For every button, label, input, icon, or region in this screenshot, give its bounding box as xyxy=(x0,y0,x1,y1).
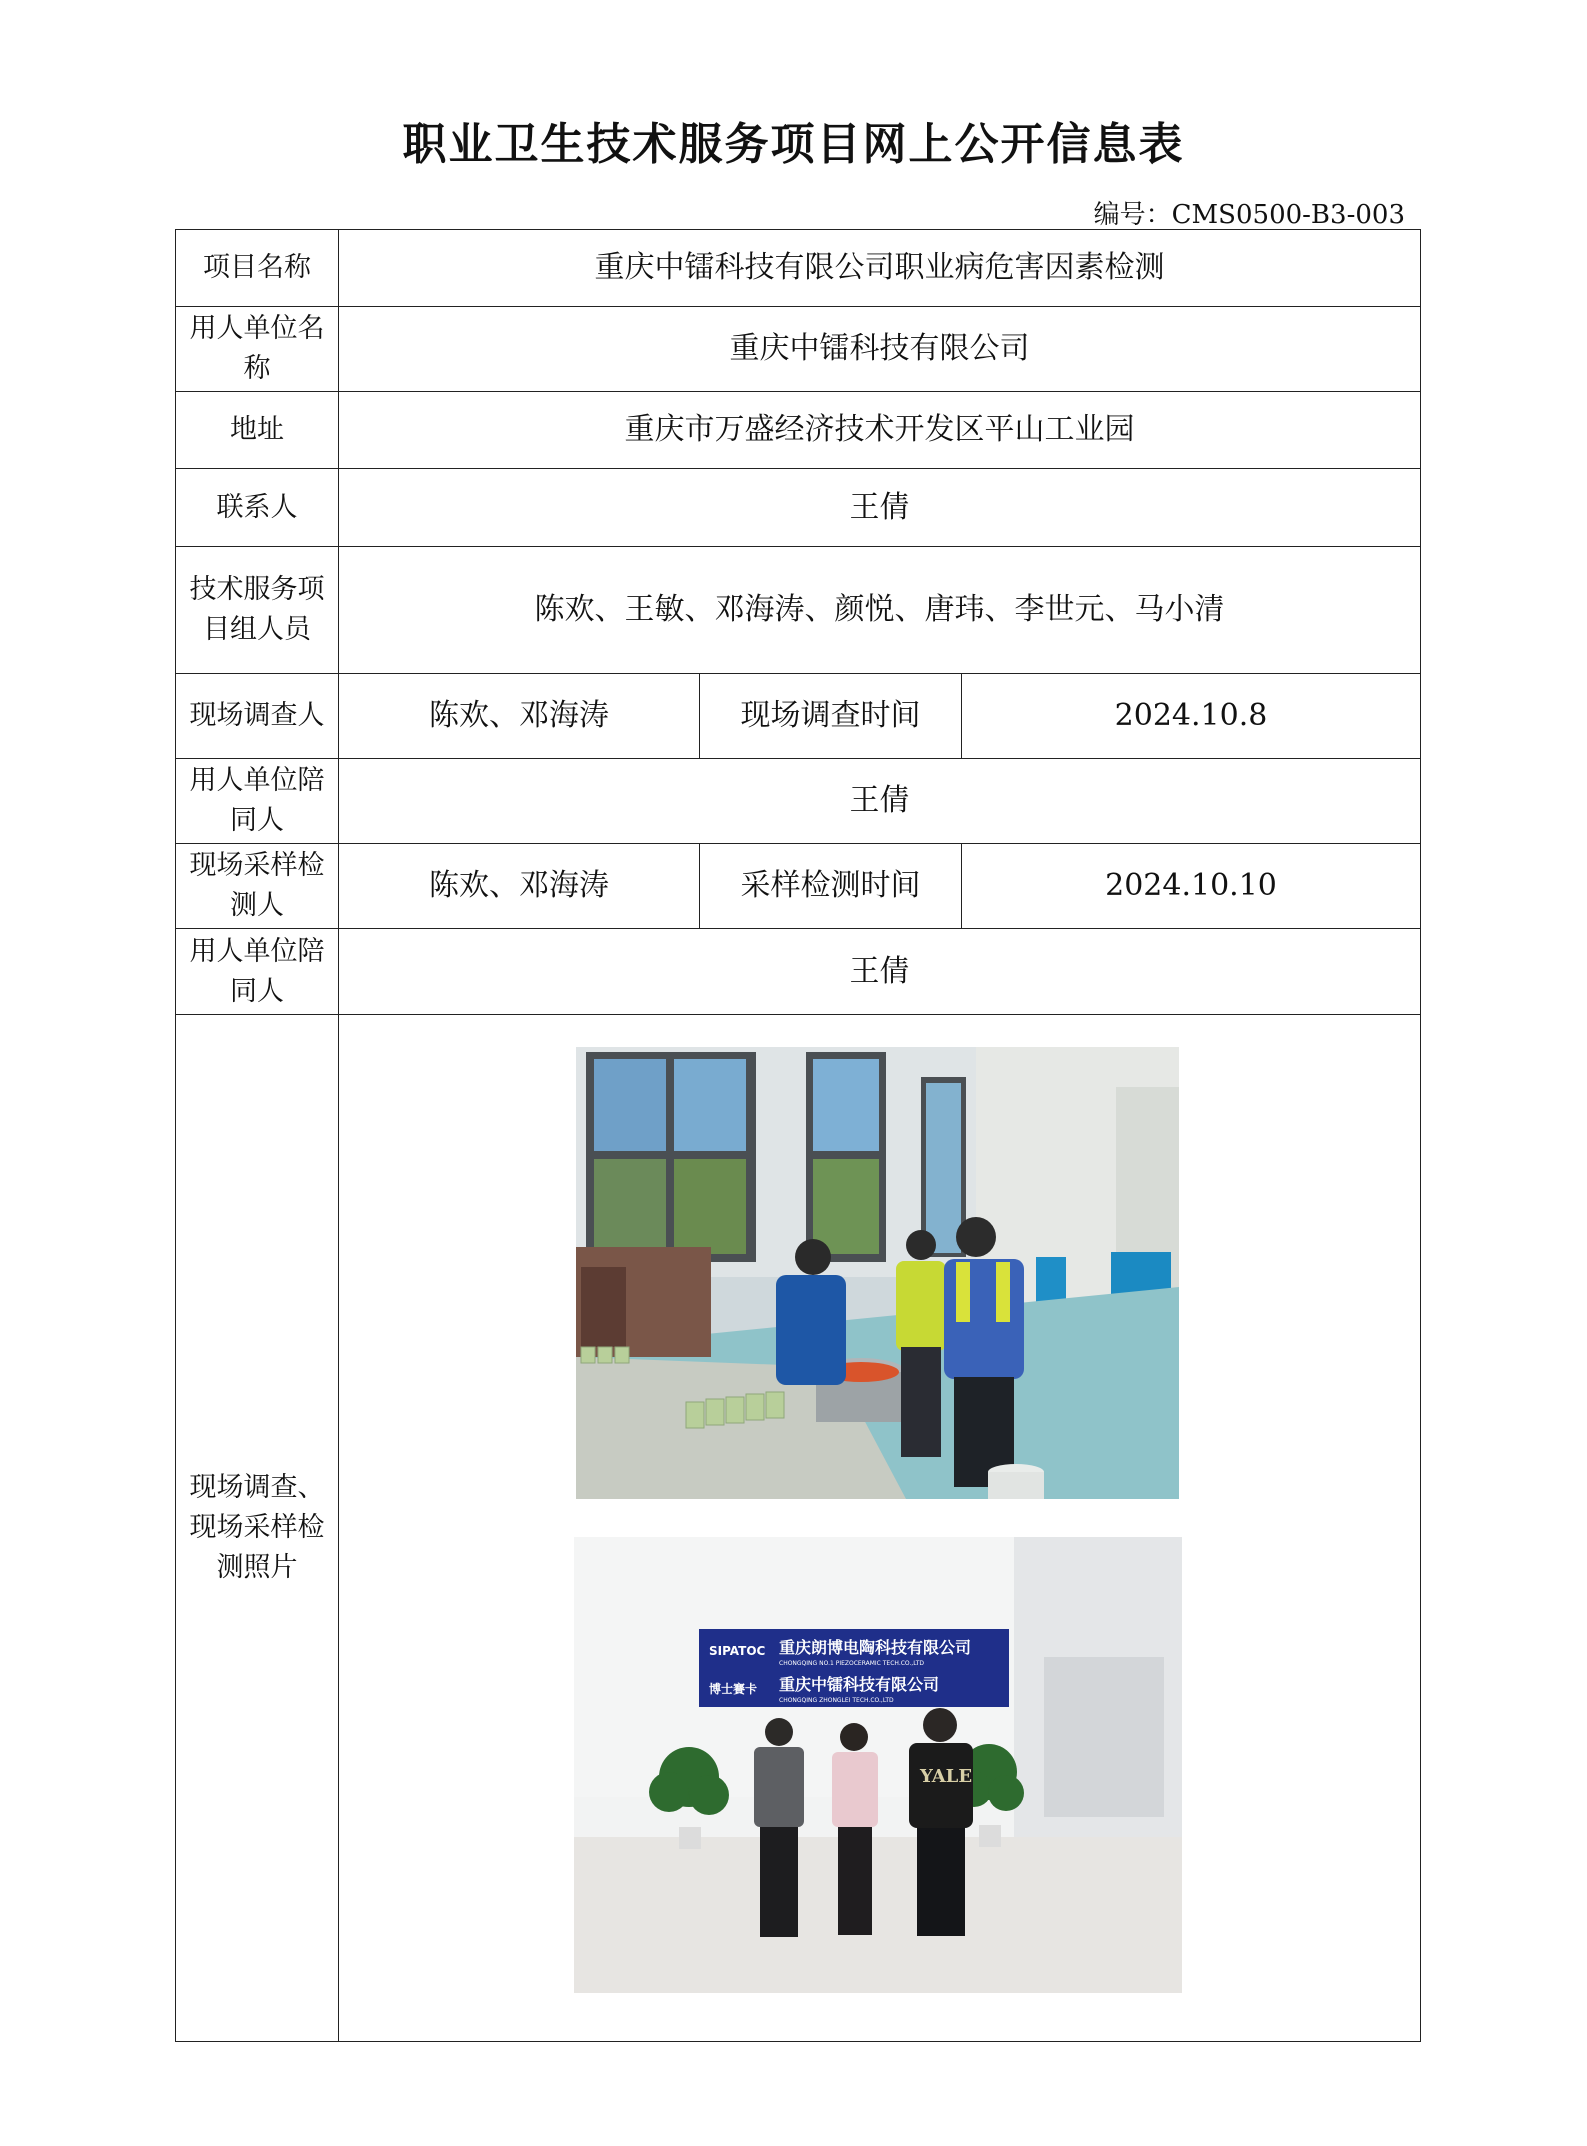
employer-name-value: 重庆中镭科技有限公司 xyxy=(339,307,1421,392)
table-row xyxy=(176,392,1421,469)
contact-label: 联系人 xyxy=(176,469,339,547)
group-photo xyxy=(574,1537,1182,1993)
table-row xyxy=(176,307,1421,392)
project-name-label: 项目名称 xyxy=(176,230,339,307)
sampling-time-value: 2024.10.10 xyxy=(962,844,1421,929)
table-row xyxy=(176,1015,1421,2042)
shirt-text: YALE xyxy=(920,1766,973,1787)
table-row xyxy=(176,469,1421,547)
table-row xyxy=(176,759,1421,844)
team-value: 陈欢、王敏、邓海涛、颜悦、唐玮、李世元、马小清 xyxy=(339,547,1421,674)
photos-cell xyxy=(339,1015,1421,2042)
sampling-person-value: 陈欢、邓海涛 xyxy=(339,844,700,929)
escort-label-2: 用人单位陪同人 xyxy=(176,929,339,1015)
table-row xyxy=(176,547,1421,674)
project-name-value: 重庆中镭科技有限公司职业病危害因素检测 xyxy=(339,230,1421,307)
sign-company-2-en: CHONGQING ZHONGLEI TECH.CO.,LTD xyxy=(779,1697,894,1704)
info-table xyxy=(175,229,1421,2042)
table-row xyxy=(176,674,1421,759)
team-label: 技术服务项目组人员 xyxy=(176,547,339,674)
contact-value: 王倩 xyxy=(339,469,1421,547)
address-label: 地址 xyxy=(176,392,339,469)
document-title: 职业卫生技术服务项目网上公开信息表 xyxy=(402,119,1185,170)
sign-company-1-en: CHONGQING NO.1 PIEZOCERAMIC TECH.CO.,LTD xyxy=(779,1660,925,1667)
document-number: 编号：CMS0500-B3-003 xyxy=(1093,200,1405,230)
sampling-person-label: 现场采样检测人 xyxy=(176,844,339,929)
sign-company-2: 重庆中镭科技有限公司 xyxy=(779,1675,940,1694)
survey-person-value: 陈欢、邓海涛 xyxy=(339,674,700,759)
escort-value: 王倩 xyxy=(339,759,1421,844)
table-row xyxy=(176,844,1421,929)
sign-company-1: 重庆朗博电陶科技有限公司 xyxy=(779,1638,972,1657)
photos-label: 现场调查、现场采样检测照片 xyxy=(176,1015,339,2042)
address-value: 重庆市万盛经济技术开发区平山工业园 xyxy=(339,392,1421,469)
table-row xyxy=(176,230,1421,307)
table-row xyxy=(176,929,1421,1015)
survey-time-value: 2024.10.8 xyxy=(962,674,1421,759)
sign-brand-2: 博士賽卡 xyxy=(709,1682,758,1696)
escort-value-2: 王倩 xyxy=(339,929,1421,1015)
site-survey-photo xyxy=(576,1047,1179,1499)
sign-brand-1: SIPATOC xyxy=(709,1644,766,1658)
employer-name-label: 用人单位名称 xyxy=(176,307,339,392)
survey-time-label: 现场调查时间 xyxy=(700,674,962,759)
sampling-time-label: 采样检测时间 xyxy=(700,844,962,929)
escort-label: 用人单位陪同人 xyxy=(176,759,339,844)
survey-person-label: 现场调查人 xyxy=(176,674,339,759)
